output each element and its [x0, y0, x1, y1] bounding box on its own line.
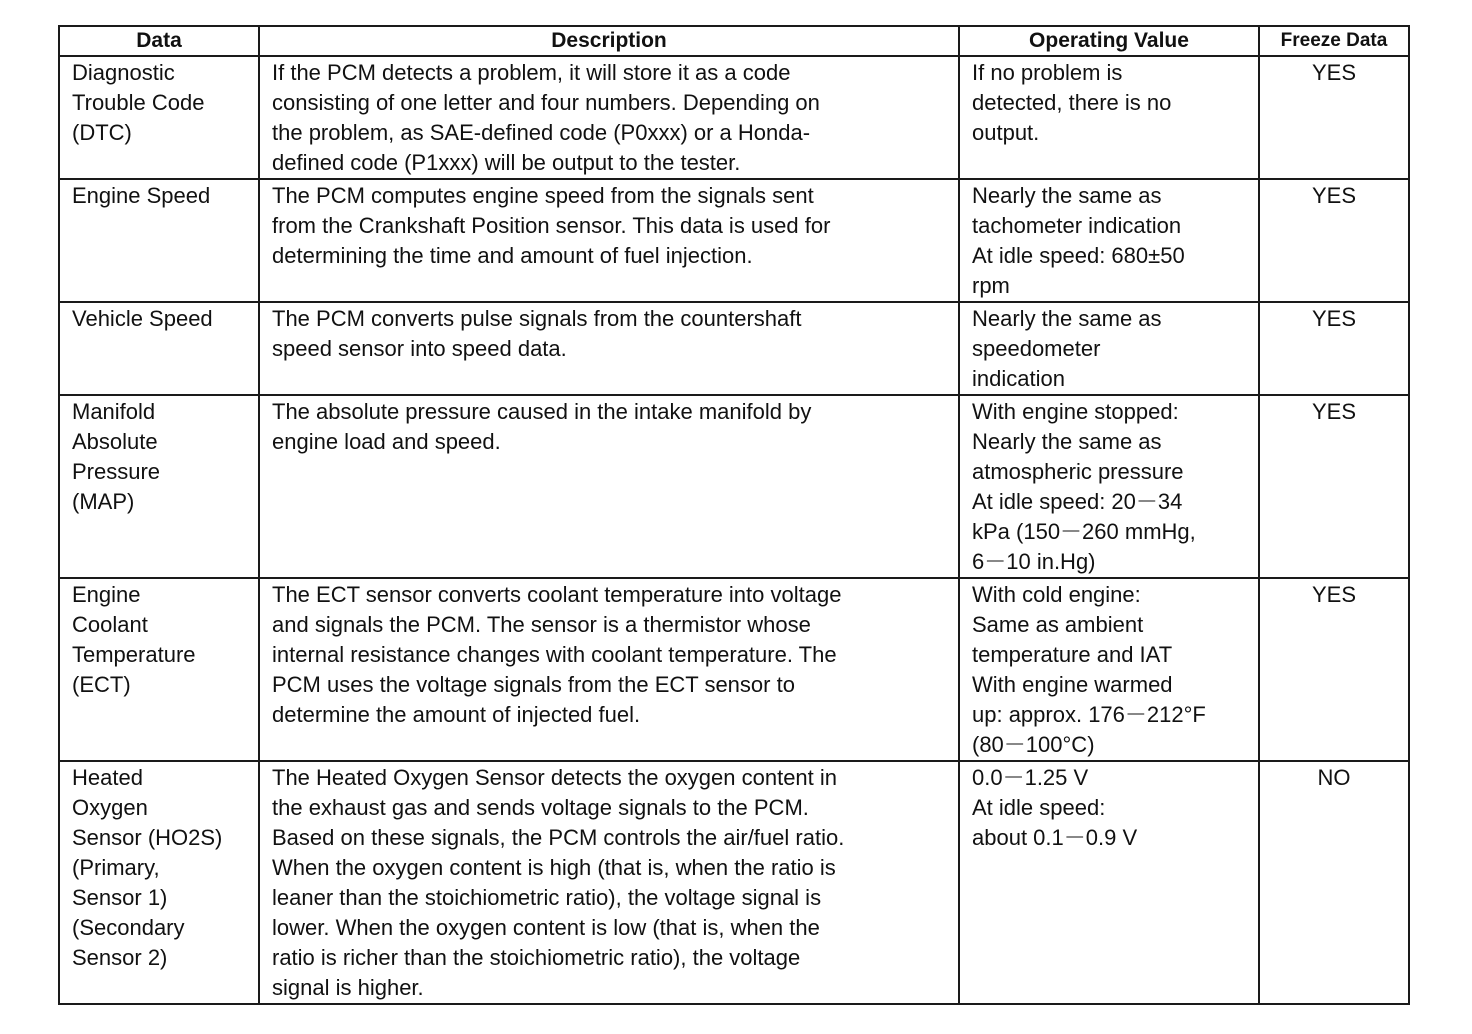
description-cell-line: The PCM computes engine speed from the signals sent	[272, 183, 814, 208]
data-cell-line: Sensor 2)	[72, 945, 168, 970]
data-cell	[59, 761, 259, 1004]
data-cell	[59, 179, 259, 302]
operating-value-cell-line: speedometer	[972, 336, 1101, 361]
description-cell-line: internal resistance changes with coolant temperature. The	[272, 642, 837, 667]
data-cell-line: Engine	[72, 582, 141, 607]
description-cell-line: The absolute pressure caused in the intake manifold by	[272, 399, 812, 424]
description-cell-line: The PCM converts pulse signals from the countershaft	[272, 306, 802, 331]
description-cell-line: defined code (P1xxx) will be output to the tester.	[272, 150, 741, 175]
description-cell-line: When the oxygen content is high (that is, when the ratio is	[272, 855, 836, 880]
header-data: Data	[59, 26, 259, 56]
operating-value-cell-line: With engine warmed	[972, 672, 1173, 697]
description-cell-line: leaner than the stoichiometric ratio), the voltage signal is	[272, 885, 822, 910]
data-cell-line: Sensor (HO2S)	[72, 825, 223, 850]
table-body	[59, 56, 1409, 1004]
operating-value-cell-line: At idle speed: 20－34	[972, 489, 1183, 514]
data-cell-line: Vehicle Speed	[72, 306, 213, 331]
document-page	[58, 25, 1410, 1005]
data-cell-line: Trouble Code	[72, 90, 205, 115]
operating-value-cell-line: kPa (150－260 mmHg,	[972, 519, 1196, 544]
table-header	[59, 26, 1409, 56]
data-cell-line: (DTC)	[72, 120, 132, 145]
table-row	[59, 395, 1409, 578]
header-operating-value: Operating Value	[959, 26, 1259, 56]
description-cell-line: the exhaust gas and sends voltage signals to the PCM.	[272, 795, 809, 820]
operating-value-cell	[959, 302, 1259, 395]
table-row	[59, 56, 1409, 179]
operating-value-cell-line: (80－100°C)	[972, 732, 1095, 757]
data-cell	[59, 578, 259, 761]
operating-value-cell-line: 6－10 in.Hg)	[972, 549, 1096, 574]
description-cell	[259, 395, 959, 578]
header-freeze-data: Freeze Data	[1259, 26, 1409, 56]
data-cell-line: Temperature	[72, 642, 196, 667]
operating-value-cell-line: At idle speed: 680±50	[972, 243, 1185, 268]
data-cell-line: Pressure	[72, 459, 161, 484]
operating-value-cell-line: With engine stopped:	[972, 399, 1179, 424]
header-description: Description	[259, 26, 959, 56]
operating-value-cell	[959, 761, 1259, 1004]
data-table	[58, 25, 1410, 1005]
freeze-data-cell: YES	[1259, 179, 1409, 302]
description-cell-line: PCM uses the voltage signals from the ECT sensor to	[272, 672, 795, 697]
operating-value-cell-line: If no problem is	[972, 60, 1123, 85]
operating-value-cell-line: up: approx. 176－212°F	[972, 702, 1206, 727]
data-cell-line: Coolant	[72, 612, 148, 637]
operating-value-cell-line: With cold engine:	[972, 582, 1141, 607]
description-cell-line: signal is higher.	[272, 975, 424, 1000]
operating-value-cell	[959, 578, 1259, 761]
description-cell-line: Based on these signals, the PCM controls the air/fuel ratio.	[272, 825, 845, 850]
description-cell-line: the problem, as SAE-defined code (P0xxx) or a Honda-	[272, 120, 811, 145]
description-cell-line: speed sensor into speed data.	[272, 336, 567, 361]
description-cell-line: and signals the PCM. The sensor is a thermistor whose	[272, 612, 811, 637]
description-cell	[259, 56, 959, 179]
operating-value-cell-line: atmospheric pressure	[972, 459, 1184, 484]
data-cell-line: Manifold	[72, 399, 156, 424]
description-cell-line: determining the time and amount of fuel injection.	[272, 243, 753, 268]
operating-value-cell-line: detected, there is no	[972, 90, 1172, 115]
data-cell-line: Diagnostic	[72, 60, 175, 85]
description-cell-line: The Heated Oxygen Sensor detects the oxygen content in	[272, 765, 838, 790]
operating-value-cell-line: Nearly the same as	[972, 183, 1162, 208]
operating-value-cell-line: Same as ambient	[972, 612, 1144, 637]
data-cell-line: (Primary,	[72, 855, 160, 880]
data-cell	[59, 395, 259, 578]
operating-value-cell-line: temperature and IAT	[972, 642, 1173, 667]
data-cell-line: Engine Speed	[72, 183, 211, 208]
description-cell-line: engine load and speed.	[272, 429, 501, 454]
description-cell-line: lower. When the oxygen content is low (that is, when the	[272, 915, 820, 940]
freeze-data-cell: YES	[1259, 56, 1409, 179]
operating-value-cell-line: rpm	[972, 273, 1010, 298]
description-cell-line: The ECT sensor converts coolant temperature into voltage	[272, 582, 842, 607]
description-cell	[259, 302, 959, 395]
operating-value-cell-line: 0.0－1.25 V	[972, 765, 1089, 790]
table-row	[59, 761, 1409, 1004]
operating-value-cell-line: At idle speed:	[972, 795, 1106, 820]
table-row	[59, 578, 1409, 761]
freeze-data-cell: YES	[1259, 395, 1409, 578]
table-row	[59, 302, 1409, 395]
data-cell-line: (Secondary	[72, 915, 185, 940]
description-cell-line: determine the amount of injected fuel.	[272, 702, 641, 727]
description-cell	[259, 578, 959, 761]
operating-value-cell-line: Nearly the same as	[972, 306, 1162, 331]
data-cell-line: (MAP)	[72, 489, 135, 514]
data-cell-line: Sensor 1)	[72, 885, 168, 910]
description-cell	[259, 761, 959, 1004]
freeze-data-cell: NO	[1259, 761, 1409, 1004]
freeze-data-cell: YES	[1259, 302, 1409, 395]
freeze-data-cell: YES	[1259, 578, 1409, 761]
operating-value-cell-line: output.	[972, 120, 1040, 145]
description-cell-line: consisting of one letter and four numbers. Depending on	[272, 90, 820, 115]
data-cell-line: (ECT)	[72, 672, 131, 697]
operating-value-cell-line: indication	[972, 366, 1065, 391]
description-cell-line: from the Crankshaft Position sensor. This data is used for	[272, 213, 831, 238]
description-cell-line: ratio is richer than the stoichiometric ratio), the voltage	[272, 945, 801, 970]
table-row	[59, 179, 1409, 302]
description-cell-line: If the PCM detects a problem, it will store it as a code	[272, 60, 791, 85]
data-cell-line: Oxygen	[72, 795, 148, 820]
operating-value-cell	[959, 179, 1259, 302]
data-cell	[59, 56, 259, 179]
data-cell	[59, 302, 259, 395]
operating-value-cell	[959, 56, 1259, 179]
description-cell	[259, 179, 959, 302]
operating-value-cell-line: about 0.1－0.9 V	[972, 825, 1138, 850]
operating-value-cell	[959, 395, 1259, 578]
operating-value-cell-line: tachometer indication	[972, 213, 1182, 238]
data-cell-line: Heated	[72, 765, 143, 790]
operating-value-cell-line: Nearly the same as	[972, 429, 1162, 454]
data-cell-line: Absolute	[72, 429, 158, 454]
header-row	[59, 26, 1409, 56]
